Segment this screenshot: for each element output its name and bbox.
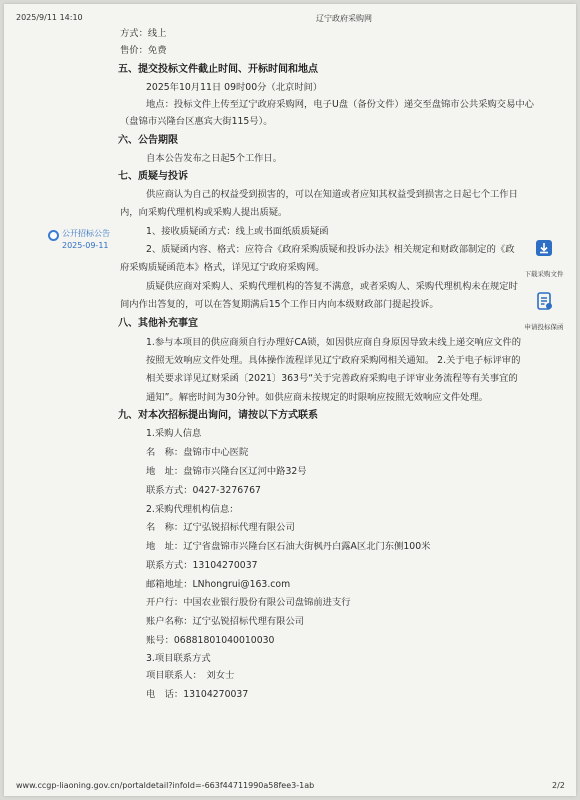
print-date: 2025/9/11 14:10 xyxy=(16,13,83,22)
apply-bid-guarantee-label: 申请投标保函 xyxy=(524,323,564,331)
doc-text-line: 内，向采购代理机构或采购人提出质疑。 xyxy=(120,207,288,218)
agency-name: 名 称：辽宁弘锐招标代理有限公司 xyxy=(146,522,295,533)
doc-text-line: 供应商认为自己的权益受到损害的，可以在知道或者应知其权益受到损害之日起七个工作日 xyxy=(146,189,518,200)
doc-text-line: 地点：投标文件上传至辽宁政府采购网，电子U盘（备份文件）递交至盘锦市公共采购交易中心 xyxy=(146,99,534,110)
agency-account-number: 账号：06881801040010030 xyxy=(146,635,275,646)
agency-email: 邮箱地址：LNhongrui@163.com xyxy=(146,579,291,590)
deadline-time: 2025年10月11日 09时00分（北京时间） xyxy=(146,82,323,93)
section-heading-6: 六、公告期限 xyxy=(118,135,178,146)
doc-text-line: 质疑供应商对采购人、采购代理机构的答复不满意，或者采购人、采购代理机构未在规定时 xyxy=(146,281,518,292)
contact-subheading: 3.项目联系方式 xyxy=(146,653,211,664)
print-site-title: 辽宁政府采购网 xyxy=(316,14,372,23)
section-heading-8: 八、其他补充事宜 xyxy=(118,318,198,329)
bullet-circle-icon xyxy=(48,230,59,241)
announcement-date: 2025-09-11 xyxy=(62,241,109,250)
doc-text-line: 按照无效响应文件处理。具体操作流程详见辽宁政府采购网相关通知。 2.关于电子标评审的 xyxy=(146,355,521,366)
agency-account-name: 账户名称：辽宁弘锐招标代理有限公司 xyxy=(146,616,305,627)
doc-text-line: 通知”。解密时间为30分钟。如供应商未按规定的时限响应按照无效响应文件处理。 xyxy=(146,392,489,403)
doc-text-line: （盘锦市兴隆台区惠宾大街115号）。 xyxy=(120,116,273,127)
contact-subheading: 2.采购代理机构信息： xyxy=(146,504,239,515)
agency-address: 地 址：辽宁省盘锦市兴隆台区石油大街枫丹白露A区北门东侧100米 xyxy=(146,541,431,552)
doc-text-line: 自本公告发布之日起5个工作日。 xyxy=(146,153,283,164)
doc-text-line: 府采购质疑函范本》格式，详见辽宁政府采购网。 xyxy=(120,262,325,273)
purchaser-name: 名 称：盘锦市中心医院 xyxy=(146,447,249,458)
section-heading-5: 五、提交投标文件截止时间、开标时间和地点 xyxy=(118,64,318,75)
doc-text-line: 相关要求详见辽财采函〔2021〕363号“关于完善政府采购电子评审业务流程等有关事宜的 xyxy=(146,373,518,384)
agency-bank: 开户行：中国农业银行股份有限公司盘锦前进支行 xyxy=(146,597,351,608)
download-icon xyxy=(534,238,554,258)
apply-bid-guarantee-button[interactable] xyxy=(514,291,574,333)
document-page xyxy=(4,4,576,796)
doc-text-line: 方式：线上 xyxy=(120,28,167,39)
print-url: www.ccgp-liaoning.gov.cn/portaldetail?infoId=-663f44711990a58fee3-1ab xyxy=(16,781,315,790)
download-documents-button[interactable] xyxy=(514,238,574,280)
doc-text-line: 间内作出答复的，可以在答复期满后15个工作日内向本级财政部门提起投诉。 xyxy=(120,299,439,310)
project-contact-phone: 电 话：13104270037 xyxy=(146,689,249,700)
project-contact-person: 项目联系人： 刘女士 xyxy=(146,670,235,681)
announcement-type-label: 公开招标公告 xyxy=(62,229,110,238)
section-heading-7: 七、质疑与投诉 xyxy=(118,171,188,182)
guarantee-document-icon xyxy=(534,291,554,311)
doc-text-line: 1.参与本项目的供应商须自行办理好CA锁，如因供应商自身原因导致未线上递交响应文件的 xyxy=(146,337,522,348)
page-number: 2/2 xyxy=(552,781,565,790)
section-heading-9: 九、对本次招标提出询问，请按以下方式联系 xyxy=(118,410,318,421)
purchaser-address: 地 址：盘锦市兴隆台区辽河中路32号 xyxy=(146,466,307,477)
download-documents-label: 下载采购文件 xyxy=(524,270,564,278)
doc-text-line: 售价：免费 xyxy=(120,45,167,56)
contact-subheading: 1.采购人信息 xyxy=(146,428,202,439)
purchaser-phone: 联系方式：0427-3276767 xyxy=(146,485,261,496)
doc-text-line: 2、质疑函内容、格式：应符合《政府采购质疑和投诉办法》相关规定和财政部制定的《政 xyxy=(146,244,515,255)
doc-text-line: 1、接收质疑函方式：线上或书面纸质质疑函 xyxy=(146,226,329,237)
agency-phone: 联系方式：13104270037 xyxy=(146,560,258,571)
